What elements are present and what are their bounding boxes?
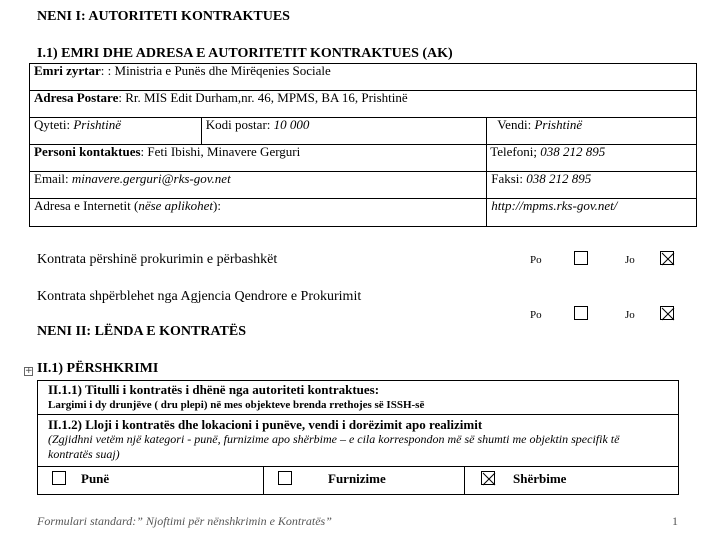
joint-procurement-question: Kontrata përshinë prokurimin e përbashkët	[37, 252, 278, 267]
works-label: Punë	[81, 471, 110, 486]
postal-code-value: 10 000	[273, 117, 310, 132]
services-checkbox[interactable]	[481, 471, 495, 485]
city-value: Prishtinë	[73, 117, 122, 132]
contact-person-label: Personi kontaktues	[34, 144, 141, 159]
section-1-heading: NENI I: AUTORITETI KONTRAKTUES	[37, 9, 290, 24]
fax-label: Faksi:	[491, 171, 527, 186]
postal-address-cell	[30, 91, 697, 118]
email-value: minavere.gerguri@rks-gov.net	[71, 171, 231, 186]
table-move-handle-icon[interactable]: +	[25, 366, 33, 376]
country-label: Vendi:	[497, 117, 535, 132]
email-cell	[30, 172, 487, 199]
page-number: 1	[672, 514, 678, 528]
contract-type-label: II.1.2) Lloji i kontratës dhe lokacioni i punëve, vendi i dorëzimit apo realizimit	[48, 417, 483, 432]
divider	[263, 467, 264, 494]
postal-address-value: : Rr. MIS Edit Durham,nr. 46, MPMS, BA 16, Prishtinë	[118, 90, 408, 105]
contact-person-cell	[30, 145, 487, 172]
website-label-b: nëse aplikohet	[138, 198, 214, 213]
postal-address-label: Adresa Postare	[34, 90, 119, 105]
type-row	[38, 415, 678, 467]
website-value: http://mpms.rks-gov.net/	[491, 198, 618, 213]
central-agency-question: Kontrata shpërblehet nga Agjencia Qendrore e Prokurimit	[37, 289, 362, 304]
type-options-row	[38, 467, 678, 494]
official-name-value: : : Ministria e Punës dhe Mirëqenies Sociale	[100, 63, 331, 78]
works-checkbox[interactable]	[52, 471, 66, 485]
contract-title-label: II.1.1) Titulli i kontratës i dhënë nga autoriteti kontraktues:	[48, 382, 380, 397]
central-no-label: Jo	[625, 309, 635, 321]
joint-yes-checkbox[interactable]	[574, 251, 588, 265]
city-label: Qyteti:	[34, 117, 74, 132]
contact-person-value: : Feti Ibishi, Minavere Gerguri	[140, 144, 301, 159]
check-x-icon	[661, 252, 675, 266]
title-row	[38, 381, 678, 415]
check-x-icon	[661, 307, 675, 321]
postal-code-cell	[201, 118, 486, 145]
postal-code-label: Kodi postar:	[205, 117, 274, 132]
section-1-1-heading: I.1) EMRI DHE ADRESA E AUTORITETIT KONTRAKTUES (AK)	[37, 46, 453, 61]
phone-label: Telefoni;	[490, 144, 541, 159]
joint-yes-label: Po	[530, 254, 542, 266]
authority-table	[29, 63, 697, 227]
central-yes-label: Po	[530, 309, 542, 321]
country-cell	[487, 118, 697, 145]
joint-no-label: Jo	[625, 254, 635, 266]
divider	[464, 467, 465, 494]
city-cell	[30, 118, 202, 145]
joint-no-checkbox[interactable]	[660, 251, 674, 265]
country-value: Prishtinë	[534, 117, 583, 132]
phone-cell	[486, 145, 696, 172]
phone-value: 038 212 895	[540, 144, 606, 159]
supplies-checkbox[interactable]	[278, 471, 292, 485]
contract-title-value: Largimi i dy drunjëve ( dru plepi) në mes objekteve brenda rrethojes së ISSH-së	[48, 399, 425, 411]
supplies-label: Furnizime	[328, 471, 386, 486]
email-label: Email:	[34, 171, 72, 186]
section-2-heading: NENI II: LËNDA E KONTRATËS	[37, 324, 247, 339]
central-yes-checkbox[interactable]	[574, 306, 588, 320]
check-x-icon	[482, 472, 496, 486]
central-no-checkbox[interactable]	[660, 306, 674, 320]
website-label-a: Adresa e Internetit (	[34, 198, 139, 213]
services-label: Shërbime	[513, 471, 567, 486]
description-table	[37, 380, 679, 495]
website-label-c: ):	[213, 198, 221, 213]
official-name-cell	[30, 64, 697, 91]
fax-cell	[487, 172, 697, 199]
official-name-label: Emri zyrtar	[34, 63, 101, 78]
fax-value: 038 212 895	[526, 171, 592, 186]
footer-form-name: Formulari standard:” Njoftimi për nënshkrimin e Kontratës”	[37, 514, 332, 528]
contract-type-note: (Zgjidhni vetëm një kategori - punë, furnizime apo shërbime – e cila korrespondon më së shumti me objektin specifik të kontratës suaj)	[48, 432, 620, 461]
website-cell	[30, 199, 487, 227]
section-2-1-heading: II.1) PËRSHKRIMI	[37, 361, 159, 376]
website-value-cell	[487, 199, 697, 227]
